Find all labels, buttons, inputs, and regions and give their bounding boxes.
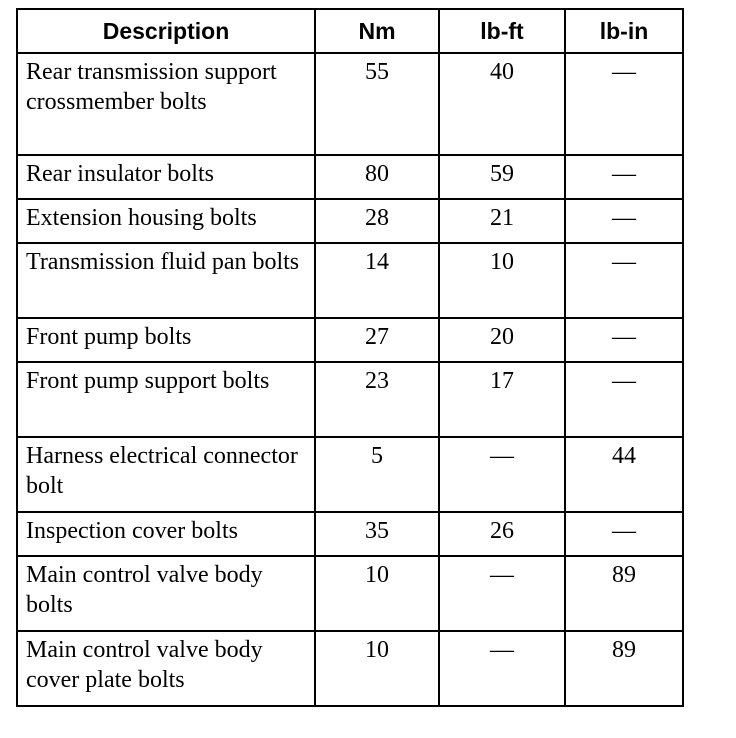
table-row <box>17 512 683 556</box>
cell-nm: 23 <box>315 362 439 437</box>
cell-description: Harness electrical connector bolt <box>17 437 315 512</box>
table-row <box>17 199 683 243</box>
cell-nm: 55 <box>315 53 439 155</box>
table-row <box>17 556 683 631</box>
cell-lbft: 20 <box>439 318 565 362</box>
cell-nm: 14 <box>315 243 439 318</box>
cell-lbft: — <box>439 631 565 706</box>
torque-spec-table <box>16 8 684 707</box>
cell-lbin: — <box>565 155 683 199</box>
cell-lbin: — <box>565 362 683 437</box>
cell-description: Inspection cover bolts <box>17 512 315 556</box>
cell-nm: 80 <box>315 155 439 199</box>
table-row <box>17 53 683 155</box>
cell-description: Front pump support bolts <box>17 362 315 437</box>
cell-description: Transmission fluid pan bolts <box>17 243 315 318</box>
table-row <box>17 243 683 318</box>
header-row <box>17 9 683 53</box>
header-lbin: lb-in <box>565 9 683 53</box>
header-description: Description <box>17 9 315 53</box>
cell-description: Rear insulator bolts <box>17 155 315 199</box>
cell-lbft: 26 <box>439 512 565 556</box>
cell-lbft: 10 <box>439 243 565 318</box>
cell-nm: 28 <box>315 199 439 243</box>
cell-nm: 10 <box>315 631 439 706</box>
cell-lbft: — <box>439 437 565 512</box>
cell-description: Main control valve body bolts <box>17 556 315 631</box>
cell-description: Front pump bolts <box>17 318 315 362</box>
cell-lbin: — <box>565 53 683 155</box>
table-row <box>17 155 683 199</box>
cell-lbft: — <box>439 556 565 631</box>
cell-nm: 5 <box>315 437 439 512</box>
cell-lbft: 17 <box>439 362 565 437</box>
cell-lbin: 44 <box>565 437 683 512</box>
cell-nm: 10 <box>315 556 439 631</box>
cell-description: Main control valve body cover plate bolts <box>17 631 315 706</box>
cell-lbft: 40 <box>439 53 565 155</box>
cell-lbin: — <box>565 243 683 318</box>
table-row <box>17 318 683 362</box>
header-lbft: lb-ft <box>439 9 565 53</box>
cell-lbin: 89 <box>565 556 683 631</box>
table-row <box>17 631 683 706</box>
cell-description: Rear transmission support crossmember bolts <box>17 53 315 155</box>
table-row <box>17 362 683 437</box>
cell-lbft: 21 <box>439 199 565 243</box>
cell-lbft: 59 <box>439 155 565 199</box>
cell-lbin: — <box>565 318 683 362</box>
header-nm: Nm <box>315 9 439 53</box>
cell-lbin: 89 <box>565 631 683 706</box>
cell-nm: 27 <box>315 318 439 362</box>
cell-description: Extension housing bolts <box>17 199 315 243</box>
table-row <box>17 437 683 512</box>
cell-lbin: — <box>565 199 683 243</box>
cell-lbin: — <box>565 512 683 556</box>
cell-nm: 35 <box>315 512 439 556</box>
